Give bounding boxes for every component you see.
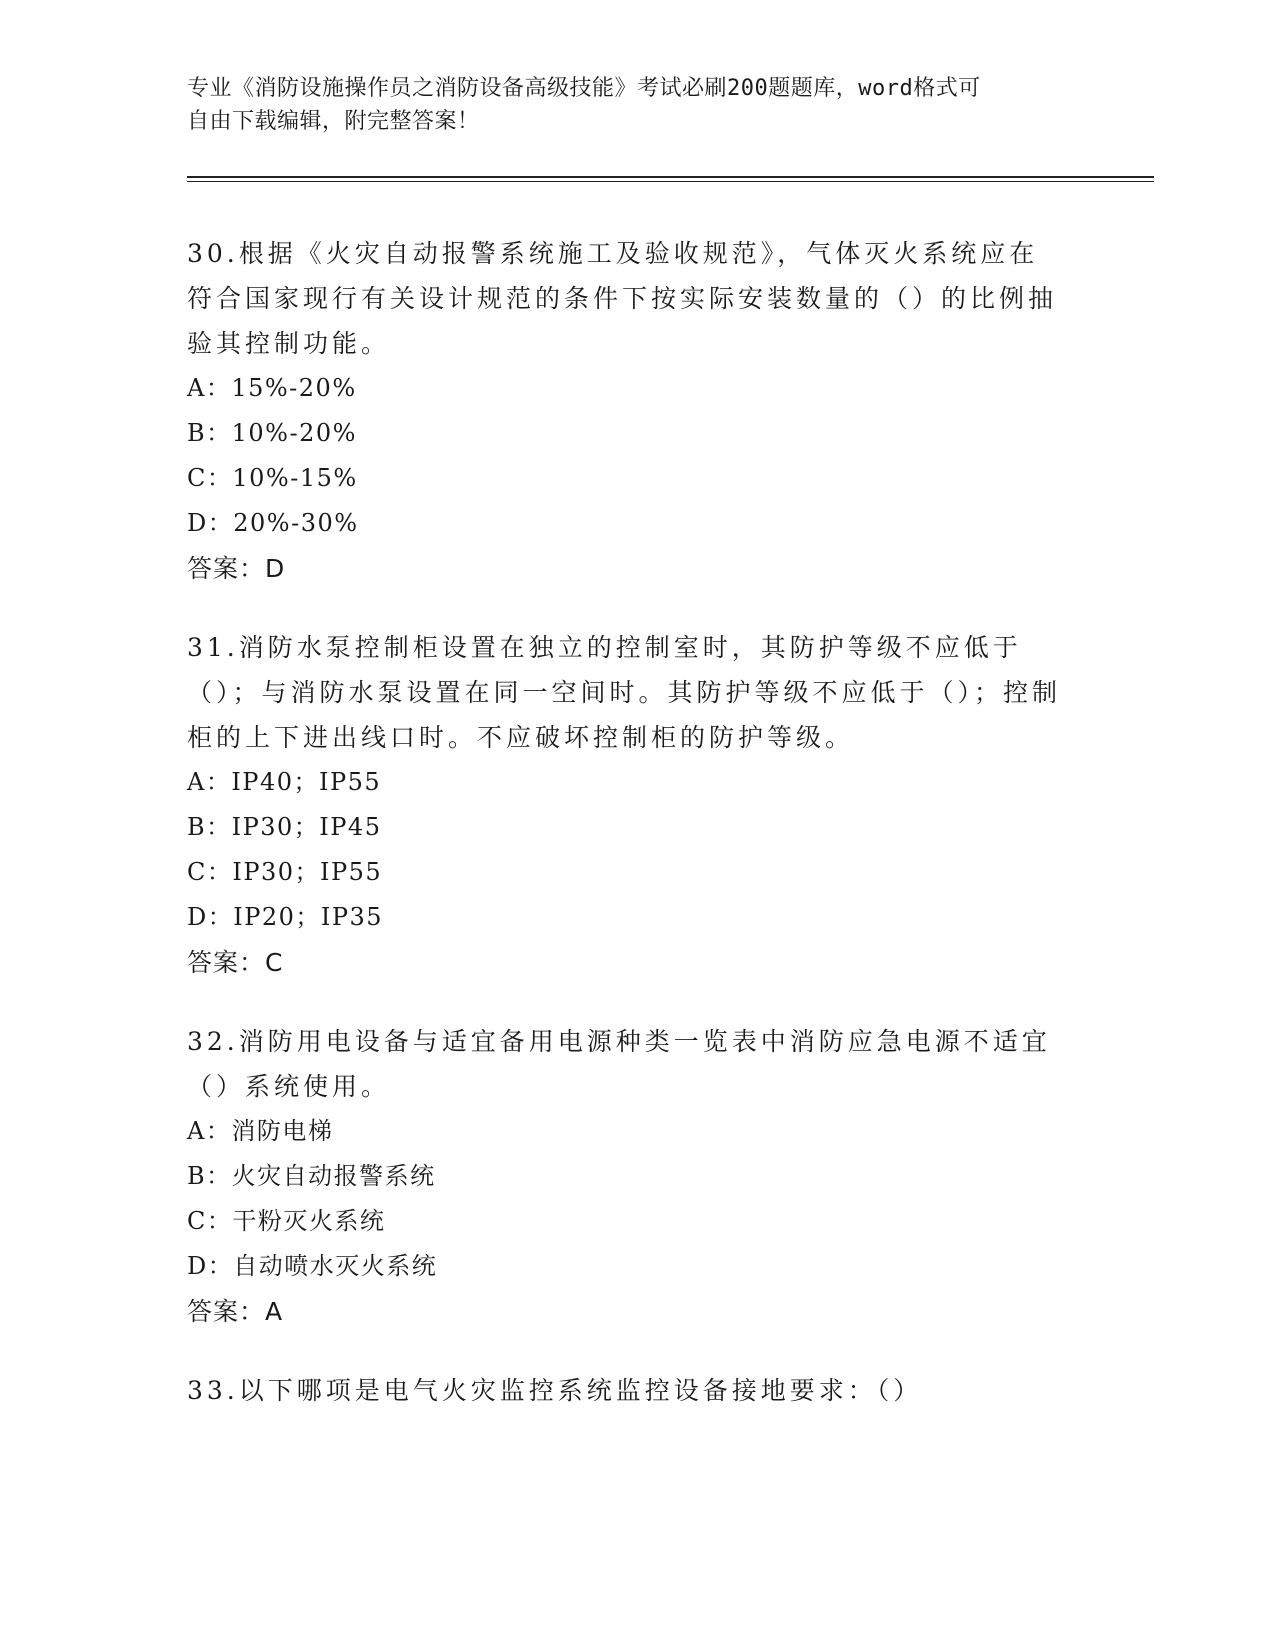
answer: 答案：A: [187, 1297, 284, 1326]
option-a: A：15%-20%: [187, 374, 357, 402]
question-stem: 30.根据《火灾自动报警系统施工及验收规范》，气体灭火系统应在符合国家现行有关设计规范的条件下按实际安装数量的（）的比例抽验其控制功能。: [187, 239, 1058, 358]
question-32: [187, 1019, 1087, 1334]
question-31: [187, 625, 1087, 985]
answer: 答案：D: [187, 554, 286, 583]
option-c: C：IP30；IP55: [187, 858, 383, 886]
option-d: D：IP20；IP35: [187, 903, 384, 931]
question-33: [187, 1368, 1087, 1413]
option-b: B：IP30；IP45: [187, 813, 382, 841]
document-header: [187, 72, 1067, 138]
option-d: D：自动喷水灭火系统: [187, 1252, 438, 1280]
option-b: B：火灾自动报警系统: [187, 1162, 436, 1190]
question-30: [187, 231, 1087, 591]
question-list: [187, 231, 1087, 1447]
option-c: C：干粉灭火系统: [187, 1207, 386, 1235]
option-b: B：10%-20%: [187, 419, 357, 447]
option-d: D：20%-30%: [187, 509, 359, 537]
header-divider-top: [187, 176, 1154, 178]
answer: 答案：C: [187, 948, 284, 977]
question-stem: 31.消防水泵控制柜设置在独立的控制室时，其防护等级不应低于（）；与消防水泵设置在同一空间时。其防护等级不应低于（）；控制柜的上下进出线口时。不应破坏控制柜的防护等级。: [187, 633, 1062, 752]
option-c: C：10%-15%: [187, 464, 358, 492]
header-line-1: 专业《消防设施操作员之消防设备高级技能》考试必刷200题题库，word格式可: [187, 76, 981, 101]
option-a: A：IP40；IP55: [187, 768, 382, 796]
question-stem: 32.消防用电设备与适宜备用电源种类一览表中消防应急电源不适宜（）系统使用。: [187, 1027, 1051, 1101]
header-line-2: 自由下载编辑，附完整答案！: [187, 109, 480, 134]
option-a: A：消防电梯: [187, 1117, 334, 1145]
header-divider-bottom: [187, 181, 1154, 182]
question-stem: 33.以下哪项是电气火灾监控系统监控设备接地要求：（）: [187, 1376, 923, 1405]
